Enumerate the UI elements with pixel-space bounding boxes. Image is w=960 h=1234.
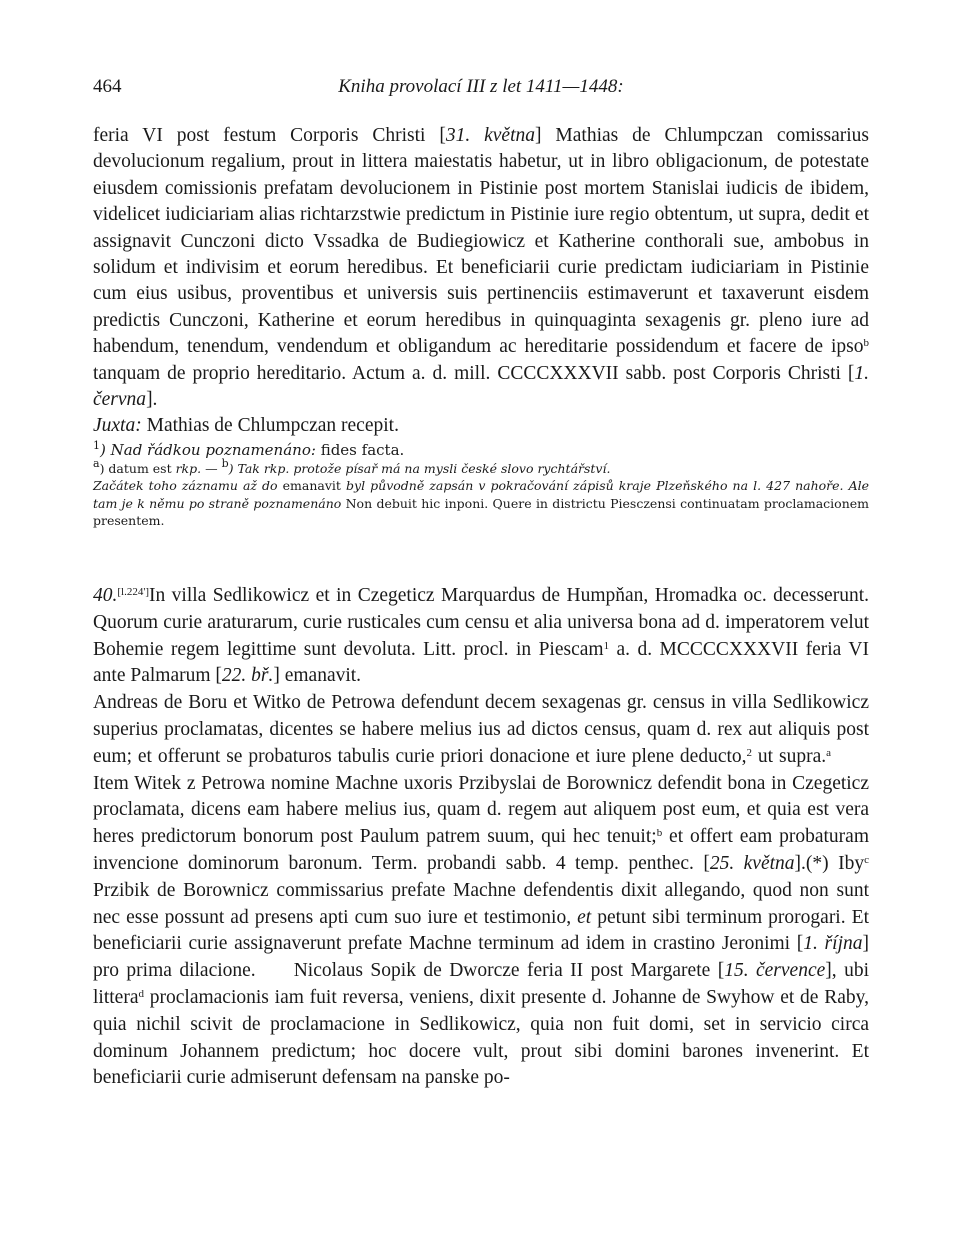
footnote-note <box>93 477 869 530</box>
entry-number: 40. <box>93 585 118 606</box>
entry-text: In villa Sedlikowicz et in Czegeticz Marquardus de Humpňan, Hromadka oc. decesserunt. Quorum curie araturarum, curie rusticales cum censu et alia universa bona ad d. imperatorem velut Bohemie regem legittime sunt devoluta. Litt. procl. in Piescam <box>93 585 869 660</box>
footnote-mark: 1 <box>603 639 610 652</box>
juxta-label: Juxta: <box>93 415 142 437</box>
footnote-1 <box>93 440 869 460</box>
footnote-text: fides facta. <box>315 440 405 459</box>
footnote-mark: 2 <box>746 746 753 759</box>
date-note: 1. října <box>803 933 863 955</box>
entry-text: ] emanavit. <box>273 665 362 687</box>
entry-paragraph <box>93 690 869 1092</box>
footnote-italic: byl původně zapsán v pokračování zápisů kraje Plzeňského na l. 427 nahoře. Ale tam je k němu po straně poznamenáno <box>93 478 869 511</box>
footnote-mark: 1 <box>93 438 100 452</box>
footnote-text: Non debuit hic inponi. Quere in districtu Piesczensi continuatam proclamacionem presentem. <box>93 495 870 529</box>
entry-block-40 <box>93 583 869 1092</box>
italic-word: et <box>577 906 592 928</box>
entry-text: ]. <box>146 389 158 411</box>
entry-text: Item Witek z Petrowa nomine Machne uxoris Przibyslai de Borownicz defendit bona in Czegeticz proclamata, dicens eam habere melius ius, quam d. regem aut aliquem post eum, et quia est vera heres predictorum bonorum post Paulum patrem suum, qui hec tenuit; <box>93 772 869 848</box>
entry-text: Przibik de Borownicz commissarius prefate Machne defendentis dixit allegando, quod non sunt nec esse possunt ad presens apti cum suo iure et testimonio, <box>93 879 869 928</box>
footnote-italic: rkp. — <box>175 460 222 476</box>
date-note: 1. června <box>93 362 869 411</box>
footnote-italic: Začátek toho záznamu až do <box>93 478 278 494</box>
running-title: Kniha provolací III z let 1411—1448: <box>338 76 624 97</box>
footnote-mark: b <box>656 827 663 840</box>
footnote-mark: a <box>93 456 100 470</box>
entry-text: Et beneficiarii curie admiserunt defensam na panske po- <box>93 1040 869 1089</box>
date-note: 22. bř. <box>221 665 274 687</box>
footnote-mark: c <box>864 853 869 866</box>
folio-mark: [l.224'] <box>117 586 149 598</box>
entry-text: tanquam de proprio hereditario. Actum a. d. mill. CCCCXXXVII sabb. post Corporis Christi [ <box>93 362 855 384</box>
page-number: 464 <box>93 76 122 97</box>
entry-text: ut supra. <box>752 745 827 767</box>
footnote-italic: ) Nad řádkou poznamenáno: <box>100 440 316 459</box>
footnote-italic: ) Tak rkp. protože písař má na mysli české slovo rychtářství. <box>228 460 611 476</box>
entry-text: Andreas de Boru et Witko de Petrowa defendunt decem sexagenas gr. census in villa Sedlikowicz superius proclamatas, dicentes se habere melius ius ad dictos census, quam d. rex aut aliquis post eum; et offerunt se probaturos tabulis curie priori donacione et iure plene deducto, <box>93 692 869 767</box>
entry-paragraph <box>93 123 869 413</box>
juxta-text: Mathias de Chlumpczan recepit. <box>141 415 399 437</box>
footnote-mark: d <box>138 987 144 1000</box>
entry-text: ].(*) Iby <box>794 852 865 874</box>
footnote-text: ) datum est <box>99 460 176 476</box>
entry-text: Nicolaus Sopik de Dworcze feria II post Margarete [ <box>293 960 725 982</box>
page-header <box>93 76 869 100</box>
date-note: 31. května <box>445 125 535 146</box>
entry-heading-paragraph <box>93 583 869 690</box>
entry-text: proclamacionis iam fuit reversa, veniens, dixit presente d. Johanne de Swyhow et de Raby, quia nichil scivit de proclamacione in Sedlikowicz, quia non fuit domi, set in servicio circa dominum Johannem predictum; hoc docere vult, prout sibi domini barones invenerint. <box>93 986 869 1062</box>
date-note: 25. května <box>709 852 795 874</box>
entry-text: ] pro prima dilacione. <box>93 933 869 982</box>
entry-text: ], ubi littera <box>93 960 869 1008</box>
entry-text: feria VI post festum Corporis Christi [ <box>93 125 446 146</box>
footnote-text: emanavit <box>277 478 347 494</box>
entry-block-1 <box>93 123 869 530</box>
entry-text: a. d. MCCCCXXXVII feria VI ante Palmarum [ <box>93 638 869 687</box>
footnote-a-b <box>93 456 869 478</box>
footnote-mark: b <box>863 337 869 350</box>
footnote-mark: a <box>826 746 831 759</box>
entry-text: petunt sibi terminum prorogari. Et beneficiarii curie assignaverunt prefate Machne terminum ad idem in crastino Jeronimi [ <box>93 906 869 955</box>
entry-text: ] Mathias de Chlumpczan comissarius devolucionum regalium, prout in littera maiestatis habetur, ut in libro obligacionum, de potestate eiusdem comissionis prefatam devolucionem in Pistinie post mortem Stanislai iudicis de ibidem, videlicet iudiciariam alias richtarzstwie predictum in Pistinie iure regio obtentum, ut supra, dedit et assignavit Cunczoni dicto Vssadka de Budiegiowicz et Katherine conthorali sue, ambobus in solidum et indivisim et eorum heredibus. Et beneficiarii curie predictam iudiciariam in Pistinie cum eius usibus, proventibus et universis suis pertinenciis estimaverunt et taxaverunt eisdem predictis Cunczoni, Katherine et eorum heredibus in quinquaginta sexagenis gr. pleno iure ad habendum, tenendum, vendendum et obligandum ac hereditarie possidendum et facere de ipso <box>93 125 869 358</box>
juxta-line <box>93 413 869 439</box>
entry-text: et offert eam probaturam invencione dominorum baronum. Term. probandi sabb. 4 temp. penthec. [ <box>93 826 869 874</box>
date-note: 15. července <box>724 960 826 982</box>
footnote-mark: b <box>221 456 229 470</box>
